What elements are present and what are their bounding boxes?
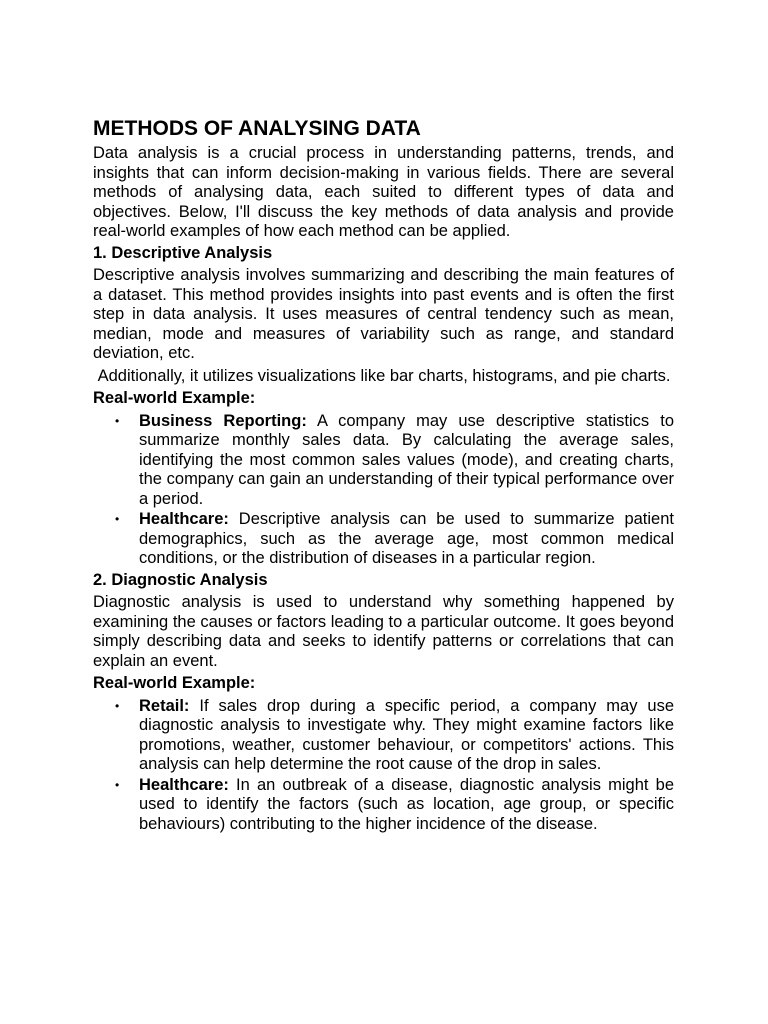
intro-paragraph: Data analysis is a crucial process in understanding patterns, trends, and insights that can inform decision-making in various fields. There are several methods of analysing data, each suited to different types of data and objectives. Below, I'll discuss the key methods of data analysis and provide real-world examples of how each method can be applied. bbox=[93, 144, 674, 240]
example-text: A company may use descriptive statistics to summarize monthly sales data. By calculating the average sales, identifying the most common sales values (mode), and creating charts, the company can gain an understanding of their typical performance over a period. bbox=[139, 411, 674, 508]
example-text: If sales drop during a specific period, a company may use diagnostic analysis to investigate why. They might examine factors like promotions, weather, customer behaviour, or competitors' actions. This analysis can help determine the root cause of the drop in sales. bbox=[139, 696, 674, 773]
section-heading-descriptive: 1. Descriptive Analysis bbox=[93, 243, 273, 262]
list-item bbox=[93, 412, 674, 510]
section-body-descriptive-2: Additionally, it utilizes visualizations like bar charts, histograms, and pie charts. bbox=[93, 366, 671, 385]
example-term: Business Reporting: bbox=[139, 411, 307, 430]
bullet-icon: • bbox=[115, 698, 120, 713]
example-term: Healthcare: bbox=[139, 510, 229, 528]
example-list-descriptive bbox=[93, 412, 674, 569]
example-label-descriptive: Real-world Example: bbox=[93, 389, 256, 407]
example-label-diagnostic: Real-world Example: bbox=[93, 674, 256, 692]
example-text: In an outbreak of a disease, diagnostic analysis might be used to identify the factors (such as location, age group, or specific behaviours) contributing to the higher incidence of the disease. bbox=[139, 775, 674, 833]
list-item bbox=[93, 510, 674, 569]
section-heading-diagnostic: 2. Diagnostic Analysis bbox=[93, 570, 268, 589]
document-page bbox=[93, 114, 674, 836]
section-body-descriptive: Descriptive analysis involves summarizing and describing the main features of a dataset. This method provides insights into past events and is often the first step in data analysis. It uses measures of central tendency such as mean, median, mode and measures of variability such as range, and standard deviation, etc. bbox=[93, 266, 674, 362]
bullet-icon: • bbox=[115, 512, 120, 526]
bullet-icon: • bbox=[115, 777, 120, 792]
section-body-diagnostic: Diagnostic analysis is used to understand why something happened by examining the causes or factors leading to a particular outcome. It goes beyond simply describing data and seeks to identify patterns or correlations that can explain an event. bbox=[93, 593, 674, 670]
example-list-diagnostic bbox=[93, 697, 674, 835]
example-text: Descriptive analysis can be used to summarize patient demographics, such as the average age, most common medical conditions, or the distribution of diseases in a particular region. bbox=[139, 510, 674, 567]
document-title: METHODS OF ANALYSING DATA bbox=[93, 117, 421, 140]
list-item bbox=[93, 776, 674, 835]
bullet-icon: • bbox=[115, 413, 120, 428]
example-term: Retail: bbox=[139, 696, 190, 715]
list-item bbox=[93, 697, 674, 775]
example-term: Healthcare: bbox=[139, 775, 229, 794]
